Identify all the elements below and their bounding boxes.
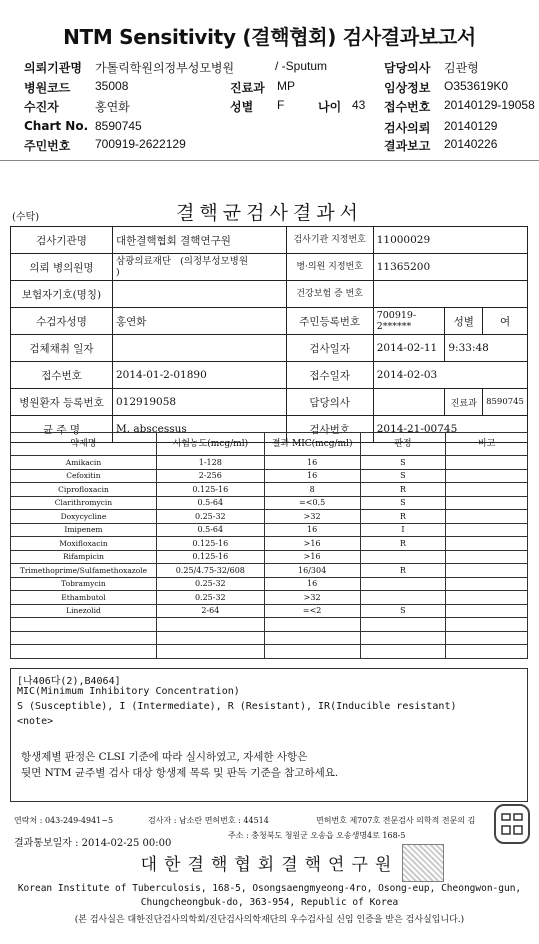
test-range: 0.5-64 [156,523,264,537]
header-label: 접수번호 [384,100,431,114]
remark [446,564,528,578]
cell-value: 700919-2****** [373,308,445,335]
doc-tag: (수탁) [12,212,40,223]
header-label: Chart No. [24,119,89,133]
header-value: 35008 [95,79,129,93]
notes-box [10,668,528,802]
header-value: O353619K0 [444,79,509,93]
drug-name: Clarithromycin [11,496,157,510]
cell-value: 2014-21-00745 [373,416,527,443]
col-header: 약제명 [11,433,157,456]
header-value: 8590745 [95,119,142,133]
table-row [11,645,528,659]
official-stamp-icon [402,844,444,882]
table-row [11,604,528,618]
test-range: 0.125-16 [156,483,264,497]
test-range [156,618,264,632]
cell-label: 검체채취 일자 [11,335,113,362]
cell-label: 수검자성명 [11,308,113,335]
remark [446,537,528,551]
cell-label: 주민등록번호 [286,308,373,335]
notes-legend: S (Susceptible), I (Intermediate), R (Resistant), IR(Inducible resistant) [17,701,457,712]
test-range: 0.25-32 [156,591,264,605]
header-label: 진료과 [230,81,265,95]
table-row [11,618,528,632]
col-header: 비고 [446,433,528,456]
cell-label: 진료과 [445,389,483,416]
footer-notify-date: 결과통보일자 : 2014-02-25 00:00 [14,838,172,849]
cell-value: 8590745 [483,389,528,416]
table-row [11,469,528,483]
cell-value [373,281,527,308]
cell-label: 성별 [445,308,483,335]
cell-value: 012919058 [112,389,286,416]
header-label: 의뢰기관명 [24,61,82,75]
drug-name: Ethambutol [11,591,157,605]
footer-address-en2: Chungcheongbuk-do, 363-954, Republic of Korea [140,897,399,908]
footer-address-en1: Korean Institute of Tuberculosis, 168-5, Osongsaengmyeong-4ro, Osong-eup, Cheongwon-gun, [17,883,522,894]
header-value: 20140129 [444,119,498,133]
cell-label: 병원환자 등록번호 [11,389,113,416]
footer-address-kr: 주소 : 충청북도 청원군 오송읍 오송생명4로 168-5 [228,831,406,840]
mic-value: =<0.5 [264,496,360,510]
table-row [11,537,528,551]
drug-name [11,618,157,632]
test-range: 0.5-64 [156,496,264,510]
remark [446,510,528,524]
cell-label: 의뢰 병의원명 [11,254,113,281]
drug-name: Tobramycin [11,577,157,591]
remark [446,469,528,483]
req-name2: (의정부성모병원 [180,256,249,267]
cell-label: 검사일자 [286,335,373,362]
header-value: 김관형 [444,61,479,75]
seal-stamp-icon [494,804,530,844]
cell-value: 2014-02-11 [373,335,445,362]
mic-value [264,645,360,659]
header-label: 병원코드 [24,81,71,95]
cell-value: 2014-02-03 [373,362,527,389]
interpretation: S [360,604,446,618]
drug-name: Doxycycline [11,510,157,524]
test-range: 2-256 [156,469,264,483]
test-range: 0.25/4.75-32/608 [156,564,264,578]
table-row [11,591,528,605]
mic-value: 16 [264,523,360,537]
col-header: 결과 MIC(mcg/ml) [264,433,360,456]
header-value: 43 [352,98,366,112]
interpretation: S [360,456,446,470]
remark [446,456,528,470]
drug-name: Cefoxitin [11,469,157,483]
remark [446,631,528,645]
test-range: 1-128 [156,456,264,470]
drug-name: Amikacin [11,456,157,470]
drug-name: Trimethoprime/Sulfamethoxazole [11,564,157,578]
cell-value [112,335,286,362]
cell-value: 11000029 [373,227,527,254]
mic-value [264,618,360,632]
req-name3: ) [115,267,120,278]
interpretation [360,577,446,591]
notes-mic: MIC(Minimum Inhibitory Concentration) [17,686,240,697]
table-row [11,631,528,645]
doc-title: 결핵균검사결과서 [176,202,363,224]
header-value: F [277,98,285,112]
cell-label: 접수일자 [286,362,373,389]
cell-value: 2014-01-2-01890 [112,362,286,389]
mic-value: >32 [264,591,360,605]
header-value: 700919-2622129 [95,137,186,151]
interpretation [360,631,446,645]
cell-label: 균 주 명 [11,416,113,443]
cell-value: 여 [483,308,528,335]
cell-value [373,389,445,416]
drug-table [10,432,528,659]
interpretation: R [360,537,446,551]
cell-value: M. abscessus [112,416,286,443]
mic-value: >16 [264,537,360,551]
report-title: NTM Sensitivity (결핵협회) 검사결과보고서 [63,25,476,49]
remark [446,591,528,605]
test-range: 0.125-16 [156,537,264,551]
cell-label: 병·의원 지정번호 [286,254,373,281]
notes-code: [나406다(2),B4064] [17,676,121,687]
table-row [11,564,528,578]
header-label: 주민번호 [24,139,71,153]
header-label: 나이 [318,100,342,114]
interpretation: R [360,564,446,578]
remark [446,550,528,564]
cell-label: 검사기관 지정번호 [286,227,373,254]
drug-name [11,645,157,659]
cell-value: 11365200 [373,254,527,281]
drug-name [11,631,157,645]
interpretation [360,645,446,659]
table-row [11,510,528,524]
drug-name: Ciprofloxacin [11,483,157,497]
mic-value [264,631,360,645]
footer-cert: (본 검사실은 대한진단검사의학회/진단검사의학재단의 우수검사실 신임 인증을 받은 검사실입니다.) [74,915,465,925]
table-row [11,550,528,564]
remark [446,618,528,632]
drug-name: Linezolid [11,604,157,618]
interpretation: S [360,496,446,510]
test-range: 0.25-32 [156,510,264,524]
interpretation [360,591,446,605]
cell-label: 검사기관명 [11,227,113,254]
cell-value: 대한결핵협회 결핵연구원 [112,227,286,254]
interpretation: I [360,523,446,537]
seal-pattern-icon [496,806,528,842]
header-value: 가톨릭학원의정부성모병원 [95,61,235,75]
cell-label: 검사번호 [286,416,373,443]
header-value: MP [277,79,295,93]
col-header: 판정 [360,433,446,456]
col-header: 시험농도(mcg/ml) [156,433,264,456]
cell-label: 접수번호 [11,362,113,389]
interpretation: S [360,469,446,483]
drug-name: Rifampicin [11,550,157,564]
drug-name: Moxifloxacin [11,537,157,551]
test-range: 0.25-32 [156,577,264,591]
mic-value: 8 [264,483,360,497]
remark [446,645,528,659]
header-value: / -Sputum [275,59,328,73]
mic-value: >32 [264,510,360,524]
notes-text: 항생제별 판정은 CLSI 기준에 따라 실시하였고, 자세한 사항은 [21,751,308,763]
mic-value: >16 [264,550,360,564]
remark [446,523,528,537]
drug-name: Imipenem [11,523,157,537]
header-label: 수진자 [24,100,59,114]
cell-label: 담당의사 [286,389,373,416]
divider [0,160,539,161]
interpretation [360,550,446,564]
cell-label: 보험자기호(명칭) [11,281,113,308]
test-range [156,645,264,659]
cell-value [112,281,286,308]
remark [446,483,528,497]
header-label: 담당의사 [384,61,431,75]
mic-value: =<2 [264,604,360,618]
footer-institute: 대한결핵협회결핵연구원 [140,855,399,875]
header-label: 검사의뢰 [384,121,431,135]
table-row [11,483,528,497]
header-value: 20140129-19058 [444,98,535,112]
cell-value [112,254,286,281]
req-name: 삼광의료재단 [115,256,172,267]
table-row [11,523,528,537]
info-table [10,226,528,443]
interpretation: R [360,510,446,524]
remark [446,496,528,510]
test-range: 2-64 [156,604,264,618]
table-row [11,496,528,510]
interpretation [360,618,446,632]
mic-value: 16 [264,577,360,591]
footer-inspector: 검사자 : 남소란 면허번호 : 44514 [148,816,269,825]
mic-value: 16 [264,469,360,483]
table-row [11,577,528,591]
header-value: 홍연화 [95,100,130,114]
header-label: 결과보고 [384,139,431,153]
test-range: 0.125-16 [156,550,264,564]
cell-value: 홍연화 [112,308,286,335]
notes-tag: <note> [17,716,54,727]
footer-license: 면허번호 제707호 전문검사 의학적 전문의 김 [316,816,476,825]
footer-contact: 연락처 : 043-249-4941~5 [14,816,114,825]
notes-text: 뒷면 NTM 균주별 검사 대상 항생제 목록 및 판독 기준을 참고하세요. [21,767,339,779]
interpretation: R [360,483,446,497]
mic-value: 16 [264,456,360,470]
header-label: 성별 [230,100,254,114]
remark [446,604,528,618]
header-value: 20140226 [444,137,498,151]
cell-label: 건강보험 증 번호 [286,281,373,308]
cell-value: 9:33:48 [445,335,528,362]
mic-value: 16/304 [264,564,360,578]
table-row [11,456,528,470]
test-range [156,631,264,645]
remark [446,577,528,591]
header-label: 임상정보 [384,81,431,95]
